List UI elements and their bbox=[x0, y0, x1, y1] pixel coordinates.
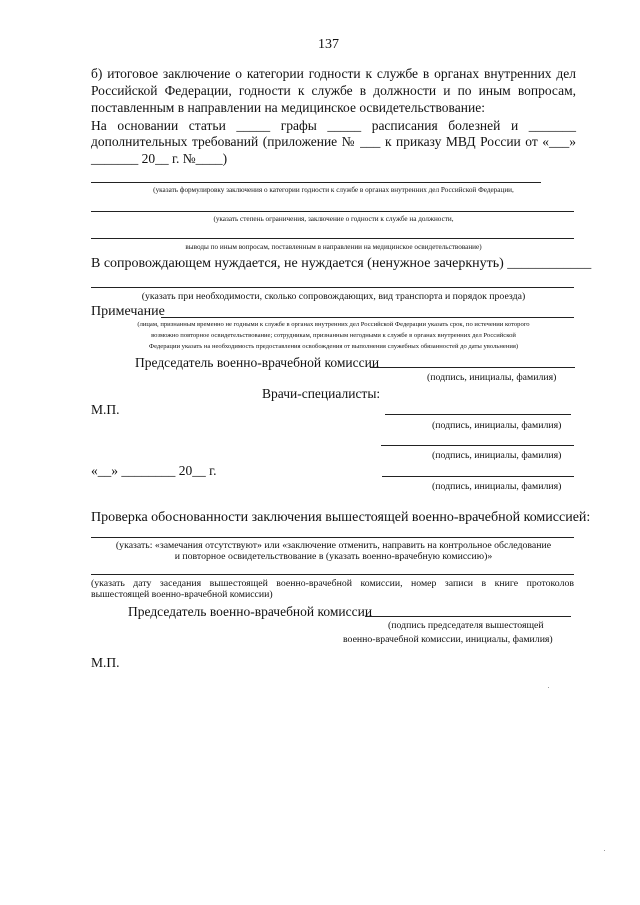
escort-line: В сопровождающем нуждается, не нуждается (ненужное зачеркнуть) ____________ bbox=[91, 256, 592, 271]
fill-line bbox=[91, 211, 574, 212]
signature-line bbox=[381, 445, 574, 446]
note-hint-line-1: (лицам, признанным временно не годными к службе в органах внутренних дел Российской Федерации указать срок, по истечении которого bbox=[137, 321, 530, 328]
fill-line bbox=[161, 317, 574, 318]
meeting-hint-line-2: вышестоящей военно-врачебной комиссии) bbox=[91, 589, 273, 600]
stamp-label: М.П. bbox=[91, 402, 120, 417]
chairman2-label: Председатель военно-врачебной комиссии bbox=[128, 604, 373, 619]
chairman-signature-hint: (подпись, инициалы, фамилия) bbox=[427, 372, 557, 383]
fill-line bbox=[91, 537, 574, 538]
note-hint-line-2: возможно повторное освидетельствование; сотрудникам, признанным негодными к службе в органах внутренних дел Российской bbox=[151, 332, 516, 339]
page-number: 137 bbox=[318, 37, 339, 52]
date-left: «__» ________ 20__ г. bbox=[91, 463, 217, 478]
escort-hint: (указать при необходимости, сколько сопровождающих, вид транспорта и порядок проезда) bbox=[141, 291, 526, 302]
hint-other: выводы по иным вопросам, поставленным в направлении на медицинское освидетельствование) bbox=[185, 243, 482, 251]
signature-line bbox=[365, 616, 571, 617]
review-title: Проверка обоснованности заключения вышестоящей военно-врачебной комиссией: bbox=[91, 510, 591, 525]
review-hint-line-2: и повторное освидетельствование в (указать военно-врачебную комиссию)» bbox=[174, 551, 493, 562]
doctor-3-signature-hint: (подпись, инициалы, фамилия) bbox=[432, 481, 562, 492]
paragraph-b-line-3: поставленным в направлении на медицинское освидетельствование: bbox=[91, 100, 485, 115]
hint-formulation: (указать формулировку заключения о категории годности к службе в органах внутренних дел Российской Федерации, bbox=[153, 186, 514, 194]
chairman-label: Председатель военно-врачебной комиссии bbox=[135, 355, 380, 370]
fill-line bbox=[91, 182, 541, 183]
stamp2-label: М.П. bbox=[91, 655, 120, 670]
hint-restriction: (указать степень ограничения, заключение о годности к службе на должности, bbox=[213, 215, 454, 223]
meeting-hint-line-1: (указать дату заседания вышестоящей военно-врачебной комиссии, номер записи в книге протоколов bbox=[91, 578, 574, 589]
note-hint-line-3: Федерации указать на необходимость предоставления освобождения от выполнения служебных обязанностей до даты увольнения) bbox=[148, 343, 519, 350]
signature-line bbox=[385, 414, 571, 415]
paragraph-b-line-2: Российской Федерации, годности к службе в должности и по иным вопросам, bbox=[91, 83, 576, 98]
chairman2-hint-line-2: военно-врачебной комиссии, инициалы, фамилия) bbox=[343, 634, 553, 645]
paragraph-b-line-1: б) итоговое заключение о категории годности к службе в органах внутренних дел bbox=[91, 66, 576, 81]
note-label: Примечание bbox=[91, 304, 165, 319]
fill-line bbox=[91, 238, 574, 239]
review-hint-line-1: (указать: «замечания отсутствуют» или «заключение отменить, направить на контрольное обследование bbox=[115, 540, 552, 551]
doctors-label: Врачи-специалисты: bbox=[262, 386, 381, 401]
basis-line-1: На основании статьи _____ графы _____ расписания болезней и _______ bbox=[91, 118, 576, 133]
fill-line bbox=[91, 287, 574, 288]
scan-speck bbox=[548, 687, 549, 688]
scan-speck bbox=[604, 850, 605, 851]
chairman2-hint-line-1: (подпись председателя вышестоящей bbox=[388, 620, 544, 631]
signature-line bbox=[370, 367, 575, 368]
doctor-2-signature-hint: (подпись, инициалы, фамилия) bbox=[432, 450, 562, 461]
signature-line bbox=[382, 476, 574, 477]
basis-line-2: дополнительных требований (приложение № ___ к приказу МВД России от «___» bbox=[91, 134, 576, 149]
fill-line bbox=[91, 574, 574, 575]
doctor-1-signature-hint: (подпись, инициалы, фамилия) bbox=[432, 420, 562, 431]
basis-line-3: _______ 20__ г. №____) bbox=[91, 151, 228, 166]
